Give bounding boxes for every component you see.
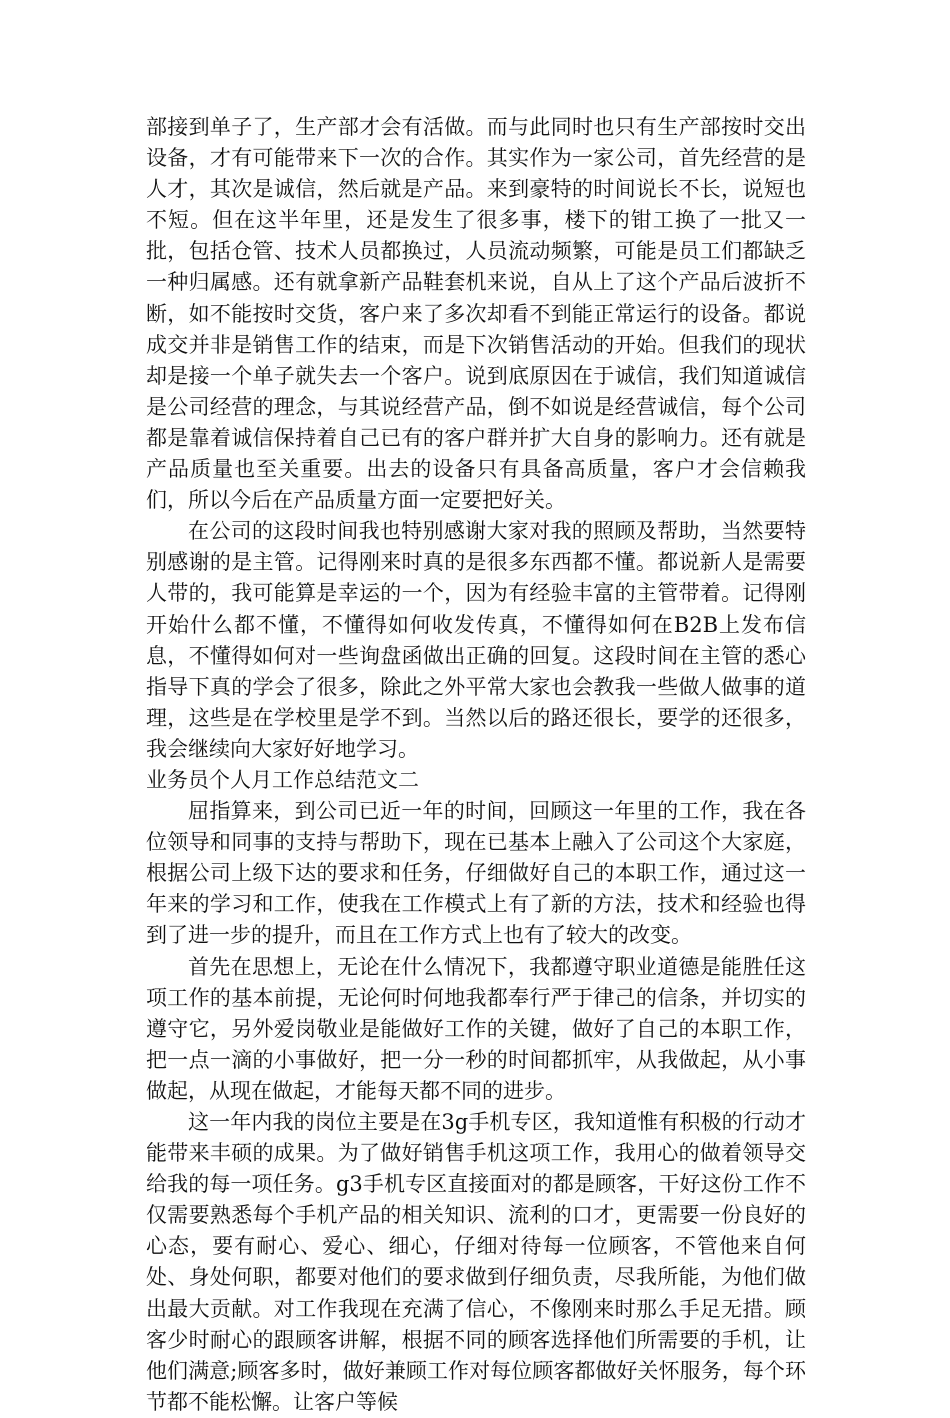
paragraph-continuation: 部接到单子了，生产部才会有活做。而与此同时也只有生产部按时交出设备，才有可能带来下一次的合作。其实作为一家公司，首先经营的是人才，其次是诚信，然后就是产品。来到豪特的时间说长不长，说短也不短。但在这半年里，还是发生了很多事，楼下的钳工换了一批又一批，包括仓管、技术人员都换过，人员流动频繁，可能是员工们都缺乏一种归属感。还有就拿新产品鞋套机来说，自从上了这个产品后波折不断，如不能按时交货，客户来了多次却看不到能正常运行的设备。都说成交并非是销售工作的结束，而是下次销售活动的开始。但我们的现状却是接一个单子就失去一个客户。说到底原因在于诚信，我们知道诚信是公司经营的理念，与其说经营产品，倒不如说是经营诚信，每个公司都是靠着诚信保持着自己已有的客户群并扩大自身的影响力。还有就是产品质量也至关重要。出去的设备只有具备高质量，客户才会信赖我们，所以今后在产品质量方面一定要把好关。 <box>146 115 806 513</box>
paragraph-job-duties: 这一年内我的岗位主要是在3g手机专区，我知道惟有积极的行动才能带来丰硕的成果。为了做好销售手机这项工作，我用心的做着领导交给我的每一项任务。g3手机专区直接面对的都是顾客，干好这份工作不仅需要熟悉每个手机产品的相关知识、流利的口才，更需要一份良好的心态，要有耐心、爱心、细心，仔细对待每一位顾客，不管他来自何处、身处何职，都要对他们的要求做到仔细负责，尽我所能，为他们做出最大贡献。对工作我现在充满了信心，不像刚来时那么手足无措。顾客少时耐心的跟顾客讲解，根据不同的顾客选择他们所需要的手机，让他们满意;顾客多时，做好兼顾工作对每位顾客都做好关怀服务，每个环节都不能松懈。让客户等候 <box>146 1110 806 1414</box>
section-title: 业务员个人月工作总结范文二 <box>146 767 419 792</box>
paragraph-ideology: 首先在思想上，无论在什么情况下，我都遵守职业道德是能胜任这项工作的基本前提，无论何时何地我都奉行严于律己的信条，并切实的遵守它，另外爱岗敬业是能做好工作的关键，做好了自己的本职工作，把一点一滴的小事做好，把一分一秒的时间都抓牢，从我做起，从小事做起，从现在做起，才能每天都不同的进步。 <box>146 954 806 1103</box>
paragraph-thanks: 在公司的这段时间我也特别感谢大家对我的照顾及帮助，当然要特别感谢的是主管。记得刚来时真的是很多东西都不懂。都说新人是需要人带的，我可能算是幸运的一个，因为有经验丰富的主管带着。记得刚开始什么都不懂，不懂得如何收发传真，不懂得如何在B2B上发布信息，不懂得如何对一些询盘函做出正确的回复。这段时间在主管的悉心指导下真的学会了很多，除此之外平常大家也会教我一些做人做事的道理，这些是在学校里是学不到。当然以后的路还很长，要学的还很多，我会继续向大家好好地学习。 <box>146 519 806 761</box>
document-page <box>146 112 806 1418</box>
paragraph-intro: 屈指算来，到公司已近一年的时间，回顾这一年里的工作，我在各位领导和同事的支持与帮助下，现在已基本上融入了公司这个大家庭，根据公司上级下达的要求和任务，仔细做好自己的本职工作，通过这一年来的学习和工作，使我在工作模式上有了新的方法，技术和经验也得到了进一步的提升，而且在工作方式上也有了较大的改变。 <box>146 799 806 948</box>
